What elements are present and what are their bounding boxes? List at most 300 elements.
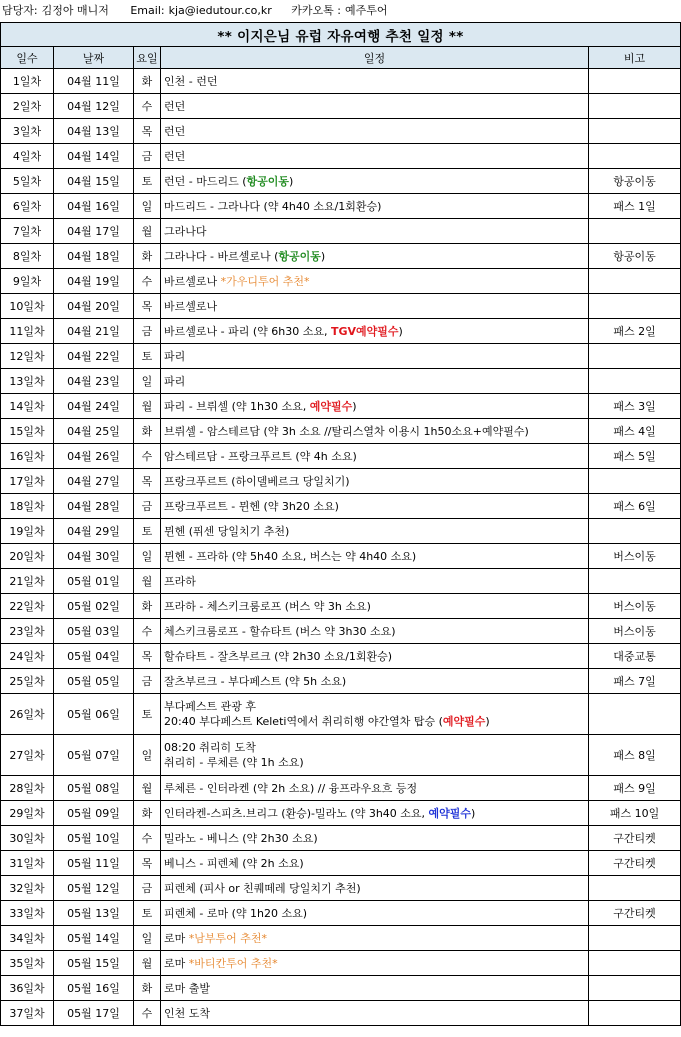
itinerary-cell [161, 369, 589, 394]
itinerary-line [164, 224, 588, 239]
itinerary-cell [161, 294, 589, 319]
itinerary-cell [161, 69, 589, 94]
date-cell: 05월 04일 [54, 644, 134, 669]
weekday-cell: 화 [134, 244, 161, 269]
itinerary-cell [161, 444, 589, 469]
weekday-cell: 금 [134, 494, 161, 519]
note-cell [589, 519, 681, 544]
date-cell: 05월 02일 [54, 594, 134, 619]
day-cell: 23일차 [1, 619, 54, 644]
note-cell: 패스 5일 [589, 444, 681, 469]
itinerary-line [164, 174, 588, 189]
itinerary-text: 런던 - 마드리드 ( [164, 174, 247, 188]
weekday-cell: 월 [134, 776, 161, 801]
weekday-cell: 월 [134, 219, 161, 244]
table-row [1, 669, 681, 694]
itinerary-cell [161, 469, 589, 494]
date-cell: 04월 25일 [54, 419, 134, 444]
date-cell: 04월 11일 [54, 69, 134, 94]
itinerary-line [164, 399, 588, 414]
weekday-cell: 일 [134, 544, 161, 569]
day-cell: 19일차 [1, 519, 54, 544]
note-cell: 패스 9일 [589, 776, 681, 801]
day-cell: 9일차 [1, 269, 54, 294]
itinerary-line [164, 755, 588, 770]
highlight-text: 예약필수 [309, 399, 353, 413]
itinerary-text: 로마 [164, 931, 189, 945]
itinerary-line [164, 324, 588, 339]
note-cell [589, 469, 681, 494]
table-row [1, 444, 681, 469]
itinerary-line [164, 649, 588, 664]
itinerary-text: 피렌체 (피사 or 친퀘떼레 당일치기 추천) [164, 881, 361, 895]
note-cell [589, 144, 681, 169]
table-row [1, 69, 681, 94]
itinerary-line [164, 149, 588, 164]
header-weekday: 요일 [134, 47, 161, 69]
weekday-cell: 금 [134, 319, 161, 344]
table-row [1, 1001, 681, 1026]
itinerary-text: 잘츠부르크 - 부다페스트 (약 5h 소요) [164, 674, 347, 688]
weekday-cell: 금 [134, 669, 161, 694]
weekday-cell: 월 [134, 569, 161, 594]
itinerary-line [164, 299, 588, 314]
table-row [1, 319, 681, 344]
itinerary-cell [161, 776, 589, 801]
date-cell: 04월 26일 [54, 444, 134, 469]
day-cell: 12일차 [1, 344, 54, 369]
itinerary-line [164, 806, 588, 821]
date-cell: 04월 28일 [54, 494, 134, 519]
note-cell [589, 926, 681, 951]
weekday-cell: 토 [134, 901, 161, 926]
itinerary-line [164, 981, 588, 996]
itinerary-cell [161, 594, 589, 619]
day-cell: 26일차 [1, 694, 54, 735]
itinerary-cell [161, 544, 589, 569]
date-cell: 05월 03일 [54, 619, 134, 644]
date-cell: 05월 01일 [54, 569, 134, 594]
note-cell: 버스이동 [589, 544, 681, 569]
table-row [1, 494, 681, 519]
itinerary-text: 20:40 부다페스트 Keleti역에서 취리히행 야간열차 탑승 ( [164, 715, 443, 728]
date-cell: 04월 27일 [54, 469, 134, 494]
itinerary-cell [161, 169, 589, 194]
date-cell: 04월 14일 [54, 144, 134, 169]
day-cell: 31일차 [1, 851, 54, 876]
itinerary-cell [161, 244, 589, 269]
itinerary-cell [161, 419, 589, 444]
itinerary-text: ) [485, 715, 490, 728]
email-address[interactable]: kja@iedutour.co,kr [168, 4, 272, 17]
weekday-cell: 월 [134, 394, 161, 419]
itinerary-text: 런던 [164, 124, 186, 138]
day-cell: 18일차 [1, 494, 54, 519]
date-cell: 05월 06일 [54, 694, 134, 735]
weekday-cell: 화 [134, 801, 161, 826]
note-cell [589, 1001, 681, 1026]
date-cell: 04월 15일 [54, 169, 134, 194]
itinerary-line [164, 374, 588, 389]
weekday-cell: 목 [134, 644, 161, 669]
table-row [1, 519, 681, 544]
itinerary-text: ) [289, 174, 294, 188]
header-day: 일수 [1, 47, 54, 69]
itinerary-cell [161, 669, 589, 694]
highlight-text: *바티칸투어 추천* [188, 956, 278, 970]
itinerary-text: 파리 [164, 374, 186, 388]
itinerary-line [164, 931, 588, 946]
itinerary-line [164, 349, 588, 364]
day-cell: 29일차 [1, 801, 54, 826]
note-cell: 구간티켓 [589, 826, 681, 851]
weekday-cell: 금 [134, 144, 161, 169]
itinerary-text: 바르셀로나 [164, 274, 221, 288]
weekday-cell: 목 [134, 119, 161, 144]
date-cell: 04월 20일 [54, 294, 134, 319]
weekday-cell: 목 [134, 469, 161, 494]
date-cell: 04월 23일 [54, 369, 134, 394]
table-row [1, 144, 681, 169]
header-note: 비고 [589, 47, 681, 69]
itinerary-text: 프랑크푸르트 - 뮌헨 (약 3h20 소요) [164, 499, 339, 513]
itinerary-cell [161, 851, 589, 876]
weekday-cell: 화 [134, 594, 161, 619]
date-cell: 05월 08일 [54, 776, 134, 801]
itinerary-line [164, 624, 588, 639]
itinerary-text: 인천 - 런던 [164, 74, 218, 88]
table-row [1, 369, 681, 394]
day-cell: 25일차 [1, 669, 54, 694]
date-cell: 05월 07일 [54, 735, 134, 776]
itinerary-text: 프라하 [164, 574, 196, 588]
itinerary-text: 로마 [164, 956, 189, 970]
table-row [1, 644, 681, 669]
table-row [1, 419, 681, 444]
day-cell: 36일차 [1, 976, 54, 1001]
note-cell [589, 569, 681, 594]
note-cell: 구간티켓 [589, 901, 681, 926]
itinerary-cell [161, 926, 589, 951]
itinerary-cell [161, 901, 589, 926]
date-cell: 05월 09일 [54, 801, 134, 826]
table-row [1, 569, 681, 594]
itinerary-text: ) [398, 324, 403, 338]
note-cell: 패스 8일 [589, 735, 681, 776]
date-cell: 04월 29일 [54, 519, 134, 544]
header-row [1, 47, 681, 69]
kakao-label: 카카오톡 : [291, 4, 341, 17]
table-row [1, 776, 681, 801]
itinerary-text: 뮌헨 - 프라하 (약 5h40 소요, 버스는 약 4h40 소요) [164, 549, 417, 563]
highlight-text: 항공이동 [278, 249, 321, 263]
day-cell: 30일차 [1, 826, 54, 851]
itinerary-line [164, 499, 588, 514]
itinerary-text: 인천 도착 [164, 1006, 211, 1020]
itinerary-line [164, 831, 588, 846]
itinerary-cell [161, 735, 589, 776]
day-cell: 15일차 [1, 419, 54, 444]
table-row [1, 394, 681, 419]
itinerary-text: 런던 [164, 149, 186, 163]
note-cell: 항공이동 [589, 244, 681, 269]
itinerary-line [164, 856, 588, 871]
highlight-text: *남부투어 추천* [188, 931, 268, 945]
note-cell [589, 876, 681, 901]
day-cell: 3일차 [1, 119, 54, 144]
weekday-cell: 일 [134, 926, 161, 951]
table-row [1, 544, 681, 569]
weekday-cell: 목 [134, 851, 161, 876]
itinerary-cell [161, 394, 589, 419]
date-cell: 05월 11일 [54, 851, 134, 876]
itinerary-text: 부다페스트 관광 후 [164, 700, 257, 713]
itinerary-text: ) [352, 399, 357, 413]
email-label: Email: [130, 4, 165, 17]
weekday-cell: 월 [134, 951, 161, 976]
itinerary-text: 브뤼셀 - 암스테르담 (약 3h 소요 //탈리스열차 이용시 1h50소요+예약필수) [164, 424, 529, 438]
weekday-cell: 수 [134, 269, 161, 294]
itinerary-text: 08:20 취리히 도착 [164, 741, 256, 754]
itinerary-line [164, 956, 588, 971]
highlight-text: 예약필수 [428, 806, 472, 820]
table-row [1, 901, 681, 926]
weekday-cell: 금 [134, 876, 161, 901]
itinerary-line [164, 699, 588, 714]
date-cell: 05월 12일 [54, 876, 134, 901]
table-row [1, 244, 681, 269]
weekday-cell: 수 [134, 444, 161, 469]
date-cell: 05월 05일 [54, 669, 134, 694]
table-row [1, 976, 681, 1001]
table-row [1, 951, 681, 976]
note-cell: 패스 10일 [589, 801, 681, 826]
itinerary-line [164, 674, 588, 689]
highlight-text: 항공이동 [246, 174, 290, 188]
itinerary-line [164, 1006, 588, 1021]
note-cell [589, 219, 681, 244]
note-cell [589, 94, 681, 119]
day-cell: 16일차 [1, 444, 54, 469]
table-row [1, 219, 681, 244]
itinerary-cell [161, 144, 589, 169]
note-cell: 패스 2일 [589, 319, 681, 344]
date-cell: 04월 30일 [54, 544, 134, 569]
itinerary-line [164, 249, 588, 264]
date-cell: 05월 16일 [54, 976, 134, 1001]
weekday-cell: 토 [134, 344, 161, 369]
note-cell [589, 344, 681, 369]
table-row [1, 826, 681, 851]
itinerary-line [164, 740, 588, 755]
itinerary-text: 피렌체 - 로마 (약 1h20 소요) [164, 906, 308, 920]
day-cell: 11일차 [1, 319, 54, 344]
itinerary-line [164, 524, 588, 539]
itinerary-text: 프라하 - 체스키크룸로프 (버스 약 3h 소요) [164, 599, 371, 613]
itinerary-cell [161, 194, 589, 219]
highlight-text: *가우디투어 추천* [220, 274, 310, 288]
day-cell: 14일차 [1, 394, 54, 419]
date-cell: 05월 15일 [54, 951, 134, 976]
note-cell: 구간티켓 [589, 851, 681, 876]
date-cell: 05월 13일 [54, 901, 134, 926]
itinerary-text: 체스키크룸로프 - 할슈타트 (버스 약 3h30 소요) [164, 624, 396, 638]
itinerary-line [164, 599, 588, 614]
itinerary-text: 파리 [164, 349, 186, 363]
itinerary-line [164, 424, 588, 439]
itinerary-cell [161, 119, 589, 144]
date-cell: 04월 24일 [54, 394, 134, 419]
note-cell [589, 369, 681, 394]
itinerary-line [164, 124, 588, 139]
note-cell [589, 976, 681, 1001]
day-cell: 17일차 [1, 469, 54, 494]
kakao-id: 예주투어 [344, 4, 388, 17]
day-cell: 8일차 [1, 244, 54, 269]
weekday-cell: 일 [134, 369, 161, 394]
itinerary-text: 파리 - 브뤼셀 (약 1h30 소요, [164, 399, 310, 413]
itinerary-text: 암스테르담 - 프랑크푸르트 (약 4h 소요) [164, 449, 357, 463]
note-cell: 패스 7일 [589, 669, 681, 694]
itinerary-text: 프랑크푸르트 (하이델베르크 당일치기) [164, 474, 350, 488]
itinerary-cell [161, 494, 589, 519]
note-cell [589, 119, 681, 144]
itinerary-line [164, 881, 588, 896]
itinerary-cell [161, 269, 589, 294]
day-cell: 37일차 [1, 1001, 54, 1026]
note-cell [589, 294, 681, 319]
date-cell: 04월 17일 [54, 219, 134, 244]
itinerary-text: 그라나다 - 바르셀로나 ( [164, 249, 279, 263]
manager-label: 담당자: [2, 4, 38, 17]
itinerary-text: 마드리드 - 그라나다 (약 4h40 소요/1회환승) [164, 199, 382, 213]
itinerary-text: 바르셀로나 - 파리 (약 6h30 소요, [164, 324, 331, 338]
weekday-cell: 화 [134, 69, 161, 94]
table-row [1, 169, 681, 194]
weekday-cell: 화 [134, 976, 161, 1001]
table-row [1, 594, 681, 619]
day-cell: 2일차 [1, 94, 54, 119]
table-row [1, 801, 681, 826]
itinerary-cell [161, 876, 589, 901]
itinerary-cell [161, 976, 589, 1001]
itinerary-text: 뮌헨 (퓌센 당일치기 추천) [164, 524, 290, 538]
itinerary-text: ) [320, 249, 326, 263]
header-itinerary: 일정 [161, 47, 589, 69]
itinerary-cell [161, 801, 589, 826]
note-cell: 패스 4일 [589, 419, 681, 444]
page-title: ** 이지은님 유럽 자유여행 추천 일정 ** [1, 23, 681, 47]
date-cell: 04월 13일 [54, 119, 134, 144]
day-cell: 1일차 [1, 69, 54, 94]
date-cell: 04월 18일 [54, 244, 134, 269]
itinerary-cell [161, 826, 589, 851]
itinerary-text: 루체른 - 인터라켄 (약 2h 소요) // 융프라우요흐 등정 [164, 781, 418, 795]
itinerary-cell [161, 644, 589, 669]
itinerary-line [164, 906, 588, 921]
itinerary-line [164, 474, 588, 489]
itinerary-text: 그라나다 [164, 224, 207, 238]
weekday-cell: 토 [134, 519, 161, 544]
note-cell: 대중교통 [589, 644, 681, 669]
itinerary-cell [161, 569, 589, 594]
table-row [1, 735, 681, 776]
itinerary-text: 런던 [164, 99, 186, 113]
day-cell: 4일차 [1, 144, 54, 169]
itinerary-line [164, 74, 588, 89]
day-cell: 24일차 [1, 644, 54, 669]
manager-name: 김정아 매니저 [41, 4, 109, 17]
date-cell: 05월 14일 [54, 926, 134, 951]
day-cell: 13일차 [1, 369, 54, 394]
itinerary-text: 취리히 - 루체른 (약 1h 소요) [164, 756, 304, 769]
itinerary-text: ) [471, 806, 476, 820]
date-cell: 04월 16일 [54, 194, 134, 219]
table-row [1, 876, 681, 901]
day-cell: 10일차 [1, 294, 54, 319]
contact-line [0, 0, 681, 22]
day-cell: 34일차 [1, 926, 54, 951]
itinerary-cell [161, 694, 589, 735]
weekday-cell: 일 [134, 735, 161, 776]
itinerary-line [164, 781, 588, 796]
itinerary-line [164, 199, 588, 214]
itinerary-line [164, 99, 588, 114]
weekday-cell: 토 [134, 694, 161, 735]
itinerary-cell [161, 951, 589, 976]
itinerary-cell [161, 1001, 589, 1026]
weekday-cell: 목 [134, 294, 161, 319]
day-cell: 20일차 [1, 544, 54, 569]
highlight-text: TGV예약필수 [330, 324, 399, 338]
itinerary-text: 로마 출발 [164, 981, 211, 995]
table-row [1, 94, 681, 119]
itinerary-text: 인터라켄-스피츠.브리그 (환승)-밀라노 (약 3h40 소요, [164, 806, 429, 820]
weekday-cell: 일 [134, 194, 161, 219]
weekday-cell: 수 [134, 826, 161, 851]
day-cell: 35일차 [1, 951, 54, 976]
note-cell: 패스 3일 [589, 394, 681, 419]
table-row [1, 119, 681, 144]
note-cell: 버스이동 [589, 594, 681, 619]
table-row [1, 344, 681, 369]
day-cell: 21일차 [1, 569, 54, 594]
day-cell: 33일차 [1, 901, 54, 926]
itinerary-text: 베니스 - 피렌체 (약 2h 소요) [164, 856, 304, 870]
day-cell: 27일차 [1, 735, 54, 776]
date-cell: 04월 21일 [54, 319, 134, 344]
day-cell: 22일차 [1, 594, 54, 619]
date-cell: 04월 12일 [54, 94, 134, 119]
table-row [1, 926, 681, 951]
day-cell: 7일차 [1, 219, 54, 244]
day-cell: 28일차 [1, 776, 54, 801]
note-cell [589, 951, 681, 976]
weekday-cell: 화 [134, 419, 161, 444]
date-cell: 04월 22일 [54, 344, 134, 369]
day-cell: 6일차 [1, 194, 54, 219]
itinerary-cell [161, 319, 589, 344]
day-cell: 32일차 [1, 876, 54, 901]
itinerary-cell [161, 519, 589, 544]
note-cell: 버스이동 [589, 619, 681, 644]
header-date: 날짜 [54, 47, 134, 69]
weekday-cell: 수 [134, 619, 161, 644]
note-cell: 패스 1일 [589, 194, 681, 219]
date-cell: 05월 10일 [54, 826, 134, 851]
itinerary-table [0, 22, 681, 1026]
table-row [1, 294, 681, 319]
